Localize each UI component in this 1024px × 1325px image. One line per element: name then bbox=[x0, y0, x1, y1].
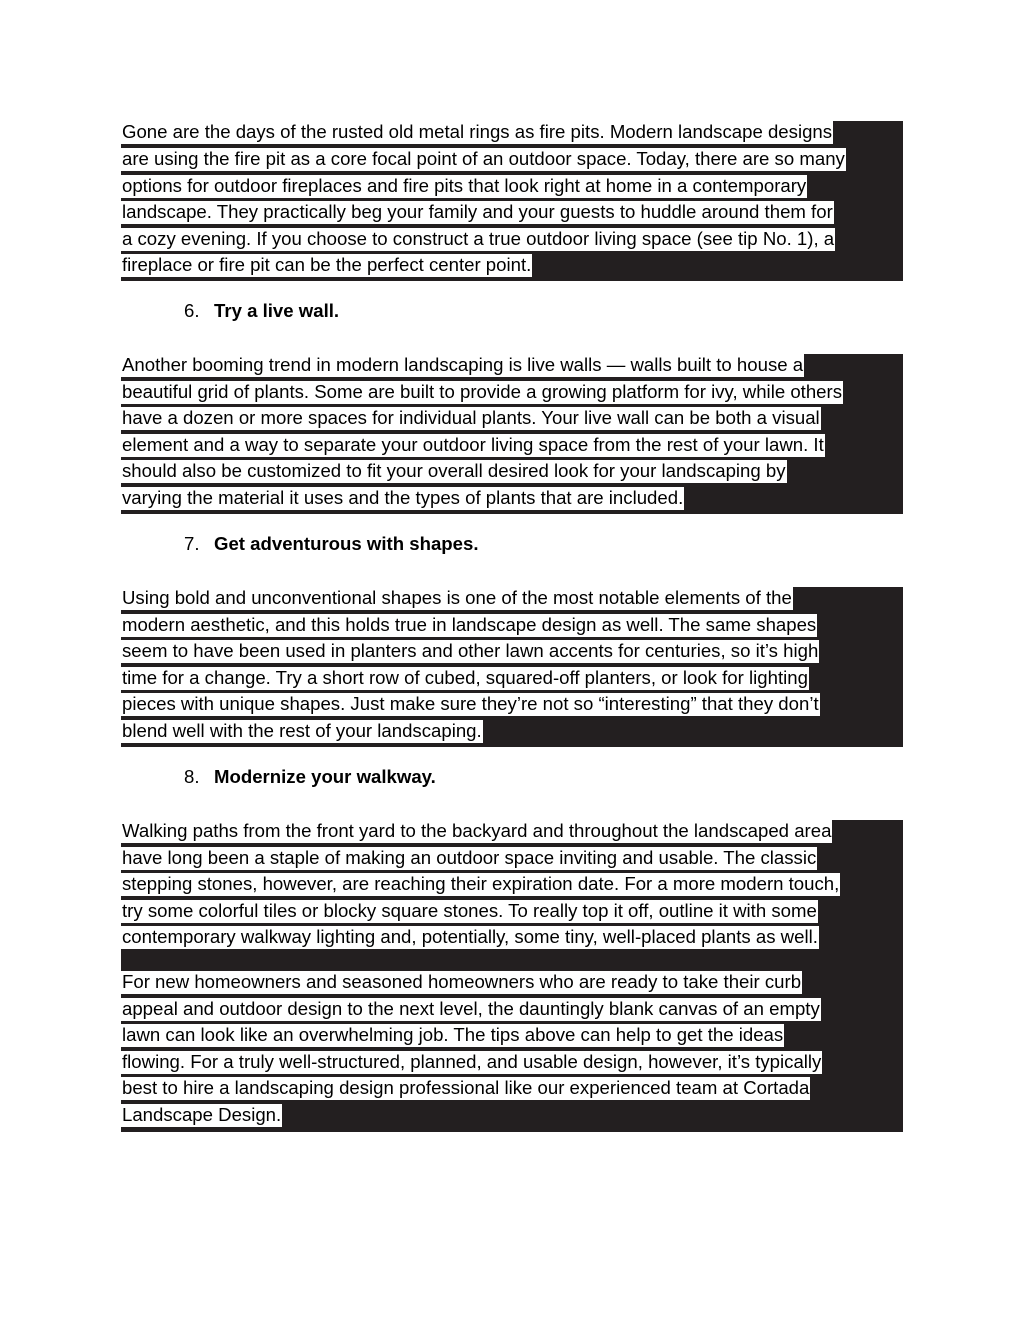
paragraph-text: best to hire a landscaping design professional like our experienced team at Cortada bbox=[122, 1077, 810, 1099]
paragraph-text: Using bold and unconventional shapes is one of the most notable elements of the bbox=[122, 587, 792, 608]
paragraph-text: options for outdoor fireplaces and fire pits that look right at home in a contemporary bbox=[122, 174, 807, 196]
list-item-tip-7 bbox=[184, 533, 479, 555]
paragraph-text: lawn can look like an overwhelming job. The tips above can help to get the ideas bbox=[122, 1024, 784, 1046]
paragraph-text: try some colorful tiles or blocky square stones. To really top it off, outline it with some bbox=[122, 899, 817, 921]
paragraph-fire-pits bbox=[121, 121, 903, 281]
paragraph-text: have long been a staple of making an outdoor space inviting and usable. The classic bbox=[122, 846, 817, 868]
paragraph-line bbox=[121, 1104, 903, 1131]
paragraph-line bbox=[121, 614, 903, 641]
paragraph-gap bbox=[121, 953, 903, 971]
list-number: 6. bbox=[184, 300, 200, 321]
paragraph-text: a cozy evening. If you choose to construct a true outdoor living space (see tip No. 1), a bbox=[122, 227, 835, 249]
paragraph-live-wall bbox=[121, 354, 903, 514]
paragraph-text: flowing. For a truly well-structured, planned, and usable design, however, it’s typically bbox=[122, 1050, 822, 1072]
paragraph-line bbox=[121, 121, 903, 148]
paragraph-line bbox=[121, 254, 903, 281]
paragraph-line bbox=[121, 587, 903, 614]
paragraph-line bbox=[121, 1051, 903, 1078]
paragraph-text: are using the fire pit as a core focal point of an outdoor space. Today, there are so many bbox=[122, 148, 845, 169]
paragraph-line bbox=[121, 926, 903, 953]
paragraph-line bbox=[121, 148, 903, 175]
list-item-tip-8 bbox=[184, 766, 436, 788]
paragraph-line bbox=[121, 847, 903, 874]
paragraph-line bbox=[121, 354, 903, 381]
paragraph-shapes bbox=[121, 587, 903, 747]
paragraph-text: have a dozen or more spaces for individual plants. Your live wall can be both a visual bbox=[122, 407, 820, 429]
list-number: 8. bbox=[184, 766, 200, 787]
paragraph-line bbox=[121, 228, 903, 255]
paragraph-line bbox=[121, 1024, 903, 1051]
list-title: Try a live wall. bbox=[214, 300, 340, 321]
paragraph-line bbox=[121, 201, 903, 228]
paragraph-text: element and a way to separate your outdoor living space from the rest of your lawn. It bbox=[122, 433, 824, 455]
paragraph-line bbox=[121, 487, 903, 514]
paragraph-line bbox=[121, 667, 903, 694]
paragraph-text: Landscape Design. bbox=[122, 1103, 282, 1125]
paragraph-text: contemporary walkway lighting and, potentially, some tiny, well-placed plants as well. bbox=[122, 926, 818, 948]
list-title: Modernize your walkway. bbox=[214, 766, 436, 787]
paragraph-text: modern aesthetic, and this holds true in landscape design as well. The same shapes bbox=[122, 613, 817, 635]
list-item-tip-6 bbox=[184, 300, 339, 322]
paragraph-line bbox=[121, 820, 903, 847]
paragraph-line bbox=[121, 693, 903, 720]
paragraph-text: landscape. They practically beg your family and your guests to huddle around them for bbox=[122, 201, 833, 223]
paragraph-walkway-and-conclusion bbox=[121, 820, 903, 1132]
paragraph-line bbox=[121, 720, 903, 747]
paragraph-text: appeal and outdoor design to the next level, the dauntingly blank canvas of an empty bbox=[122, 997, 820, 1019]
paragraph-line bbox=[121, 1077, 903, 1104]
paragraph-line bbox=[121, 434, 903, 461]
paragraph-text: beautiful grid of plants. Some are built to provide a growing platform for ivy, while others bbox=[122, 380, 843, 402]
paragraph-line bbox=[121, 998, 903, 1025]
paragraph-line bbox=[121, 873, 903, 900]
paragraph-text: varying the material it uses and the types of plants that are included. bbox=[122, 486, 684, 508]
paragraph-text: fireplace or fire pit can be the perfect center point. bbox=[122, 254, 532, 276]
paragraph-line bbox=[121, 407, 903, 434]
paragraph-line bbox=[121, 460, 903, 487]
paragraph-text: should also be customized to fit your overall desired look for your landscaping by bbox=[122, 460, 786, 482]
paragraph-line bbox=[121, 640, 903, 667]
paragraph-line bbox=[121, 381, 903, 408]
paragraph-text: Gone are the days of the rusted old metal rings as fire pits. Modern landscape designs bbox=[122, 121, 833, 142]
paragraph-text: stepping stones, however, are reaching their expiration date. For a more modern touch, bbox=[122, 873, 840, 895]
list-title: Get adventurous with shapes. bbox=[214, 533, 479, 554]
list-number: 7. bbox=[184, 533, 200, 554]
paragraph-text: time for a change. Try a short row of cubed, squared-off planters, or look for lighting bbox=[122, 666, 808, 688]
paragraph-text: Another booming trend in modern landscaping is live walls — walls built to house a bbox=[122, 354, 804, 375]
paragraph-text: seem to have been used in planters and other lawn accents for centuries, so it’s high bbox=[122, 640, 819, 662]
paragraph-line bbox=[121, 900, 903, 927]
paragraph-text: blend well with the rest of your landscaping. bbox=[122, 719, 482, 741]
paragraph-text: pieces with unique shapes. Just make sure they’re not so “interesting” that they don’t bbox=[122, 693, 819, 715]
paragraph-line bbox=[121, 175, 903, 202]
paragraph-line bbox=[121, 971, 903, 998]
paragraph-text: For new homeowners and seasoned homeowners who are ready to take their curb bbox=[122, 970, 802, 992]
paragraph-text: Walking paths from the front yard to the backyard and throughout the landscaped area bbox=[122, 820, 832, 841]
